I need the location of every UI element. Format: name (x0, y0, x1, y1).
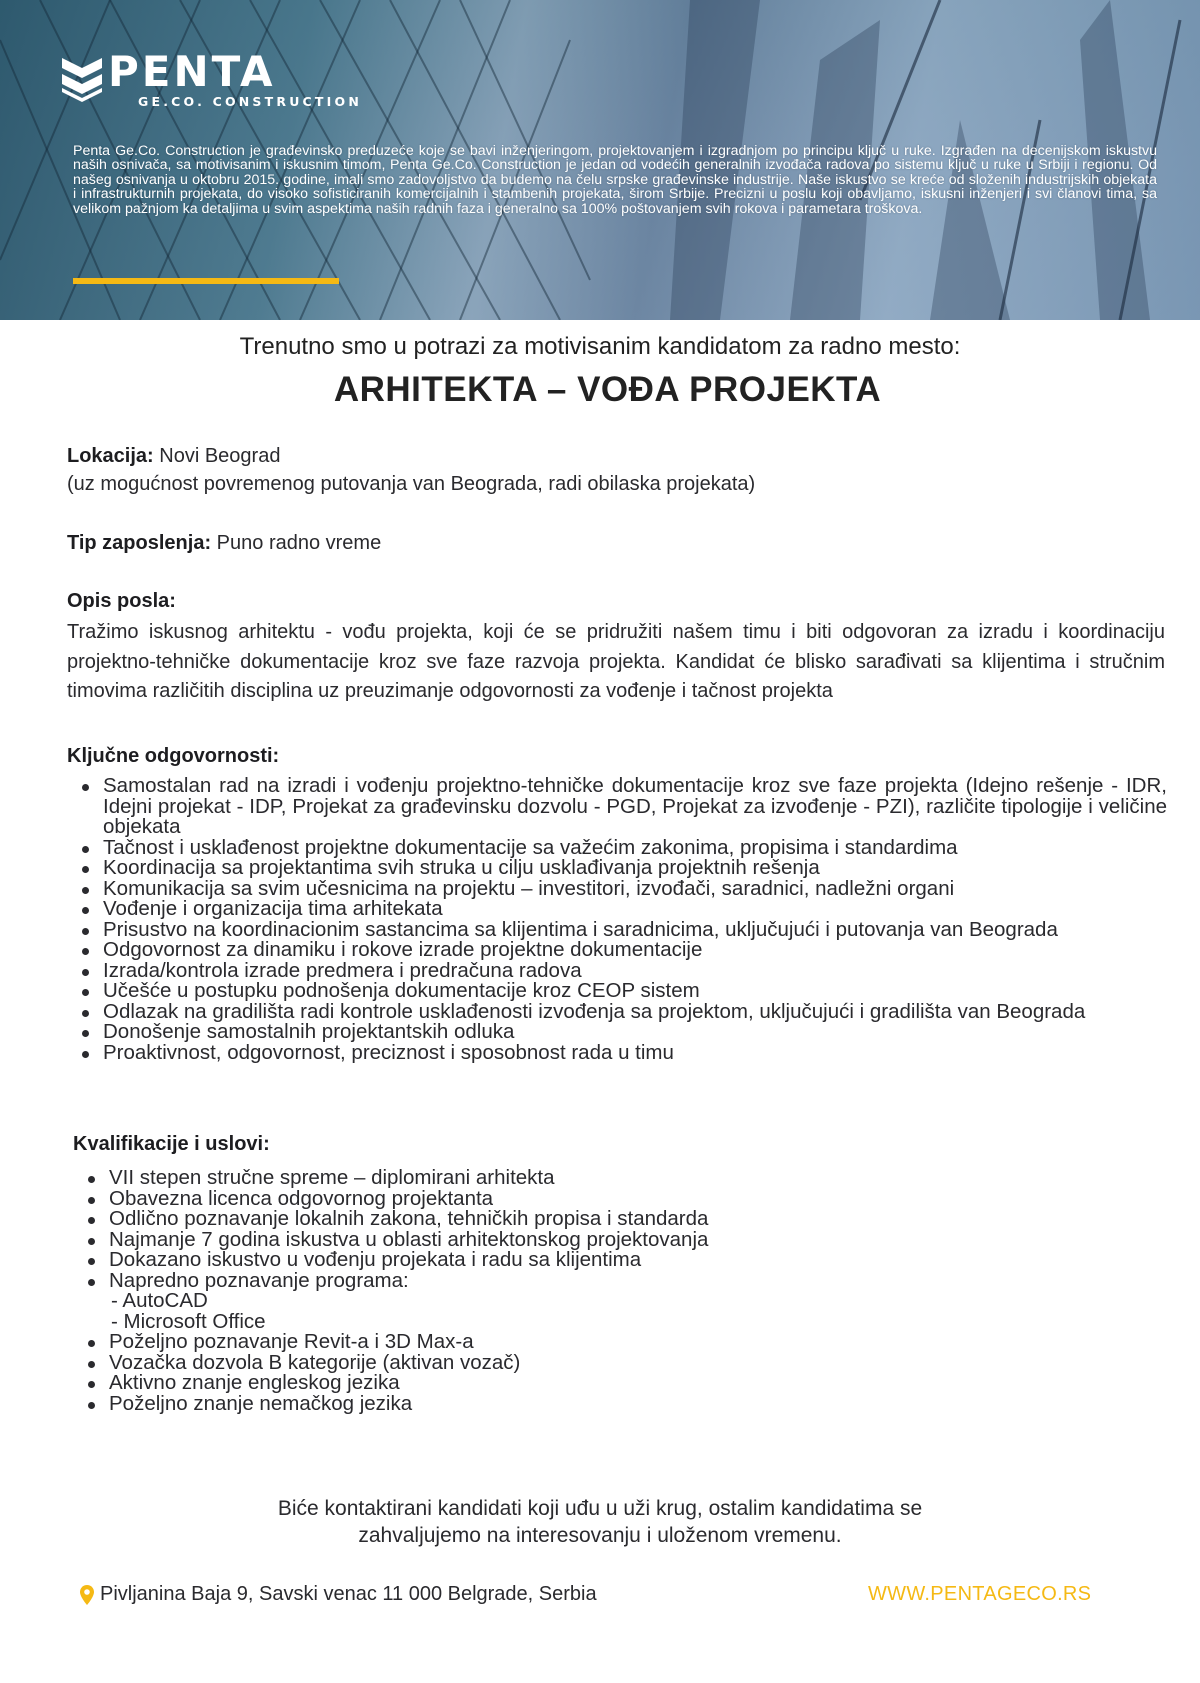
list-item: Prisustvo na koordinacionim sastancima sa klijentima i saradnicima, uključujući i putovanja van Beograda (80, 920, 1167, 941)
software-label: Napredno poznavanje programa: (109, 1268, 409, 1292)
list-item: Izrada/kontrola izrade predmera i predračuna radova (80, 961, 1167, 982)
qualifications-heading: Kvalifikacije i uslovi: (73, 1133, 270, 1155)
software-item: - AutoCAD (111, 1289, 208, 1312)
job-title: ARHITEKTA – VOĐA PROJEKTA (333, 370, 882, 409)
qualifications-list (86, 1168, 1086, 1414)
chevron-shield-logo-icon (60, 54, 104, 102)
company-logo (60, 47, 362, 109)
hero-banner (0, 0, 1200, 320)
responsibilities-heading: Ključne odgovornosti: (67, 745, 280, 767)
list-item: Samostalan rad na izradi i vođenju projektno-tehničke dokumentacije kroz sve faze projekta (Idejno rešenje - IDR, Idejni projekat - IDP, Projekat za građevinsku dozvolu - PGD, Projekat za izvođenje - PZI), različite tipologije i veličine objekata (80, 776, 1167, 838)
list-item: Komunikacija sa svim učesnicima na projektu – investitori, izvođači, saradnici, nadležni organi (80, 879, 1167, 900)
location-value: Novi Beograd (159, 445, 281, 467)
employment-type-value: Puno radno vreme (216, 532, 382, 554)
job-description: Tražimo iskusnog arhitektu - vođu projekta, koji će se pridružiti našem timu i biti odgovoran za izradu i koordinaciju projektno-tehničke dokumentacije kroz sve faze razvoja projekta. Kandidat će blisko sarađivati sa klijentima i stručnim timovima različitih disciplina uz preuzimanje odgovornosti za vođenje i tačnost projekta (67, 621, 1165, 702)
location-label: Lokacija: (67, 445, 154, 467)
website-link[interactable]: WWW.PENTAGECO.RS (868, 1583, 1092, 1605)
closing-line: zahvaljujemo na interesovanju i uloženom vremenu. (358, 1524, 842, 1547)
logo-subtitle: GE.CO. CONSTRUCTION (138, 94, 362, 109)
list-item-software (86, 1268, 1086, 1333)
list-item: Najmanje 7 godina iskustva u oblasti arhitektonskog projektovanja (86, 1230, 1086, 1251)
closing-line: Biće kontaktirani kandidati koji uđu u uži krug, ostalim kandidatima se (277, 1497, 923, 1520)
list-item: Odlazak na gradilišta radi kontrole usklađenosti izvođenja sa projektom, uključujući i gradilišta van Beograda (80, 1002, 1167, 1023)
description-label: Opis posla: (67, 590, 176, 612)
responsibilities-list (80, 776, 1167, 1063)
list-item: Aktivno znanje engleskog jezika (86, 1373, 1086, 1394)
closing-note (0, 1495, 1200, 1549)
list-item: Poželjno znanje nemačkog jezika (86, 1394, 1086, 1415)
list-item: Poželjno poznavanje Revit-a i 3D Max-a (86, 1332, 1086, 1353)
address-text: Pivljanina Baja 9, Savski venac 11 000 Belgrade, Serbia (100, 1583, 597, 1605)
list-item: Proaktivnost, odgovornost, preciznost i sposobnost rada u timu (80, 1043, 1167, 1064)
location-pin-icon (80, 1585, 94, 1605)
accent-bar (73, 278, 339, 284)
software-item: - Microsoft Office (111, 1309, 266, 1333)
list-item: Donošenje samostalnih projektantskih odluka (80, 1022, 1167, 1043)
footer-address (80, 1583, 597, 1606)
list-item: Učešće u postupku podnošenja dokumentacije kroz CEOP sistem (80, 981, 1167, 1002)
employment-type-label: Tip zaposlenja: (67, 532, 212, 554)
logo-name: PENTA (108, 47, 276, 96)
location-note: (uz mogućnost povremenog putovanja van Beograda, radi obilaska projekata) (67, 473, 756, 495)
list-item: Vozačka dozvola B kategorije (aktivan vozač) (86, 1353, 1086, 1374)
list-item: Odlično poznavanje lokalnih zakona, tehničkih propisa i standarda (86, 1209, 1086, 1230)
list-item: Koordinacija sa projektantima svih struka u cilju usklađivanja projektnih rešenja (80, 858, 1167, 879)
list-item: Dokazano iskustvo u vođenju projekata i radu sa klijentima (86, 1250, 1086, 1271)
list-item: Tačnost i usklađenost projektne dokumentacije sa važećim zakonima, propisima i standardima (80, 838, 1167, 859)
lead-text: Trenutno smo u potrazi za motivisanim kandidatom za radno mesto: (239, 333, 961, 360)
employment-type-field (67, 532, 381, 555)
company-intro: Penta Ge.Co. Construction je građevinsko preduzeće koje se bavi inženjeringom, projektovanjem i izgradnjom po principu ključ u ruke. Izgrađen na decenijskom iskustvu naših osnivača, sa motivisanim i iskusnim timom, Penta Ge.Co. Construction je jedan od vodećih generalnih izvođača radova po sistemu ključ u ruke u Srbiji i regionu. Od našeg osnivanja u oktobru 2015. godine, imali smo zadovoljstvo da budemo na čelu srpske građevinske industrije. Naše iskustvo se kreće od složenih industrijskih objekata i infrastrukturnih projekata, do visoko sofisticiranih komercijalnih i stambenih projekata, širom Srbije. Precizni u poslu koji obavljamo, iskusni inženjeri i svi članovi tima, sa velikom pažnjom ka detaljima u svim aspektima naših radnih faza i generalno sa 100% poštovanjem svih rokova i parametara troškova. (73, 143, 1157, 217)
list-item: Vođenje i organizacija tima arhitekata (80, 899, 1167, 920)
location-field (67, 445, 280, 468)
list-item: Obavezna licenca odgovornog projektanta (86, 1189, 1086, 1210)
list-item: VII stepen stručne spreme – diplomirani arhitekta (86, 1168, 1086, 1189)
list-item: Odgovornost za dinamiku i rokove izrade projektne dokumentacije (80, 940, 1167, 961)
